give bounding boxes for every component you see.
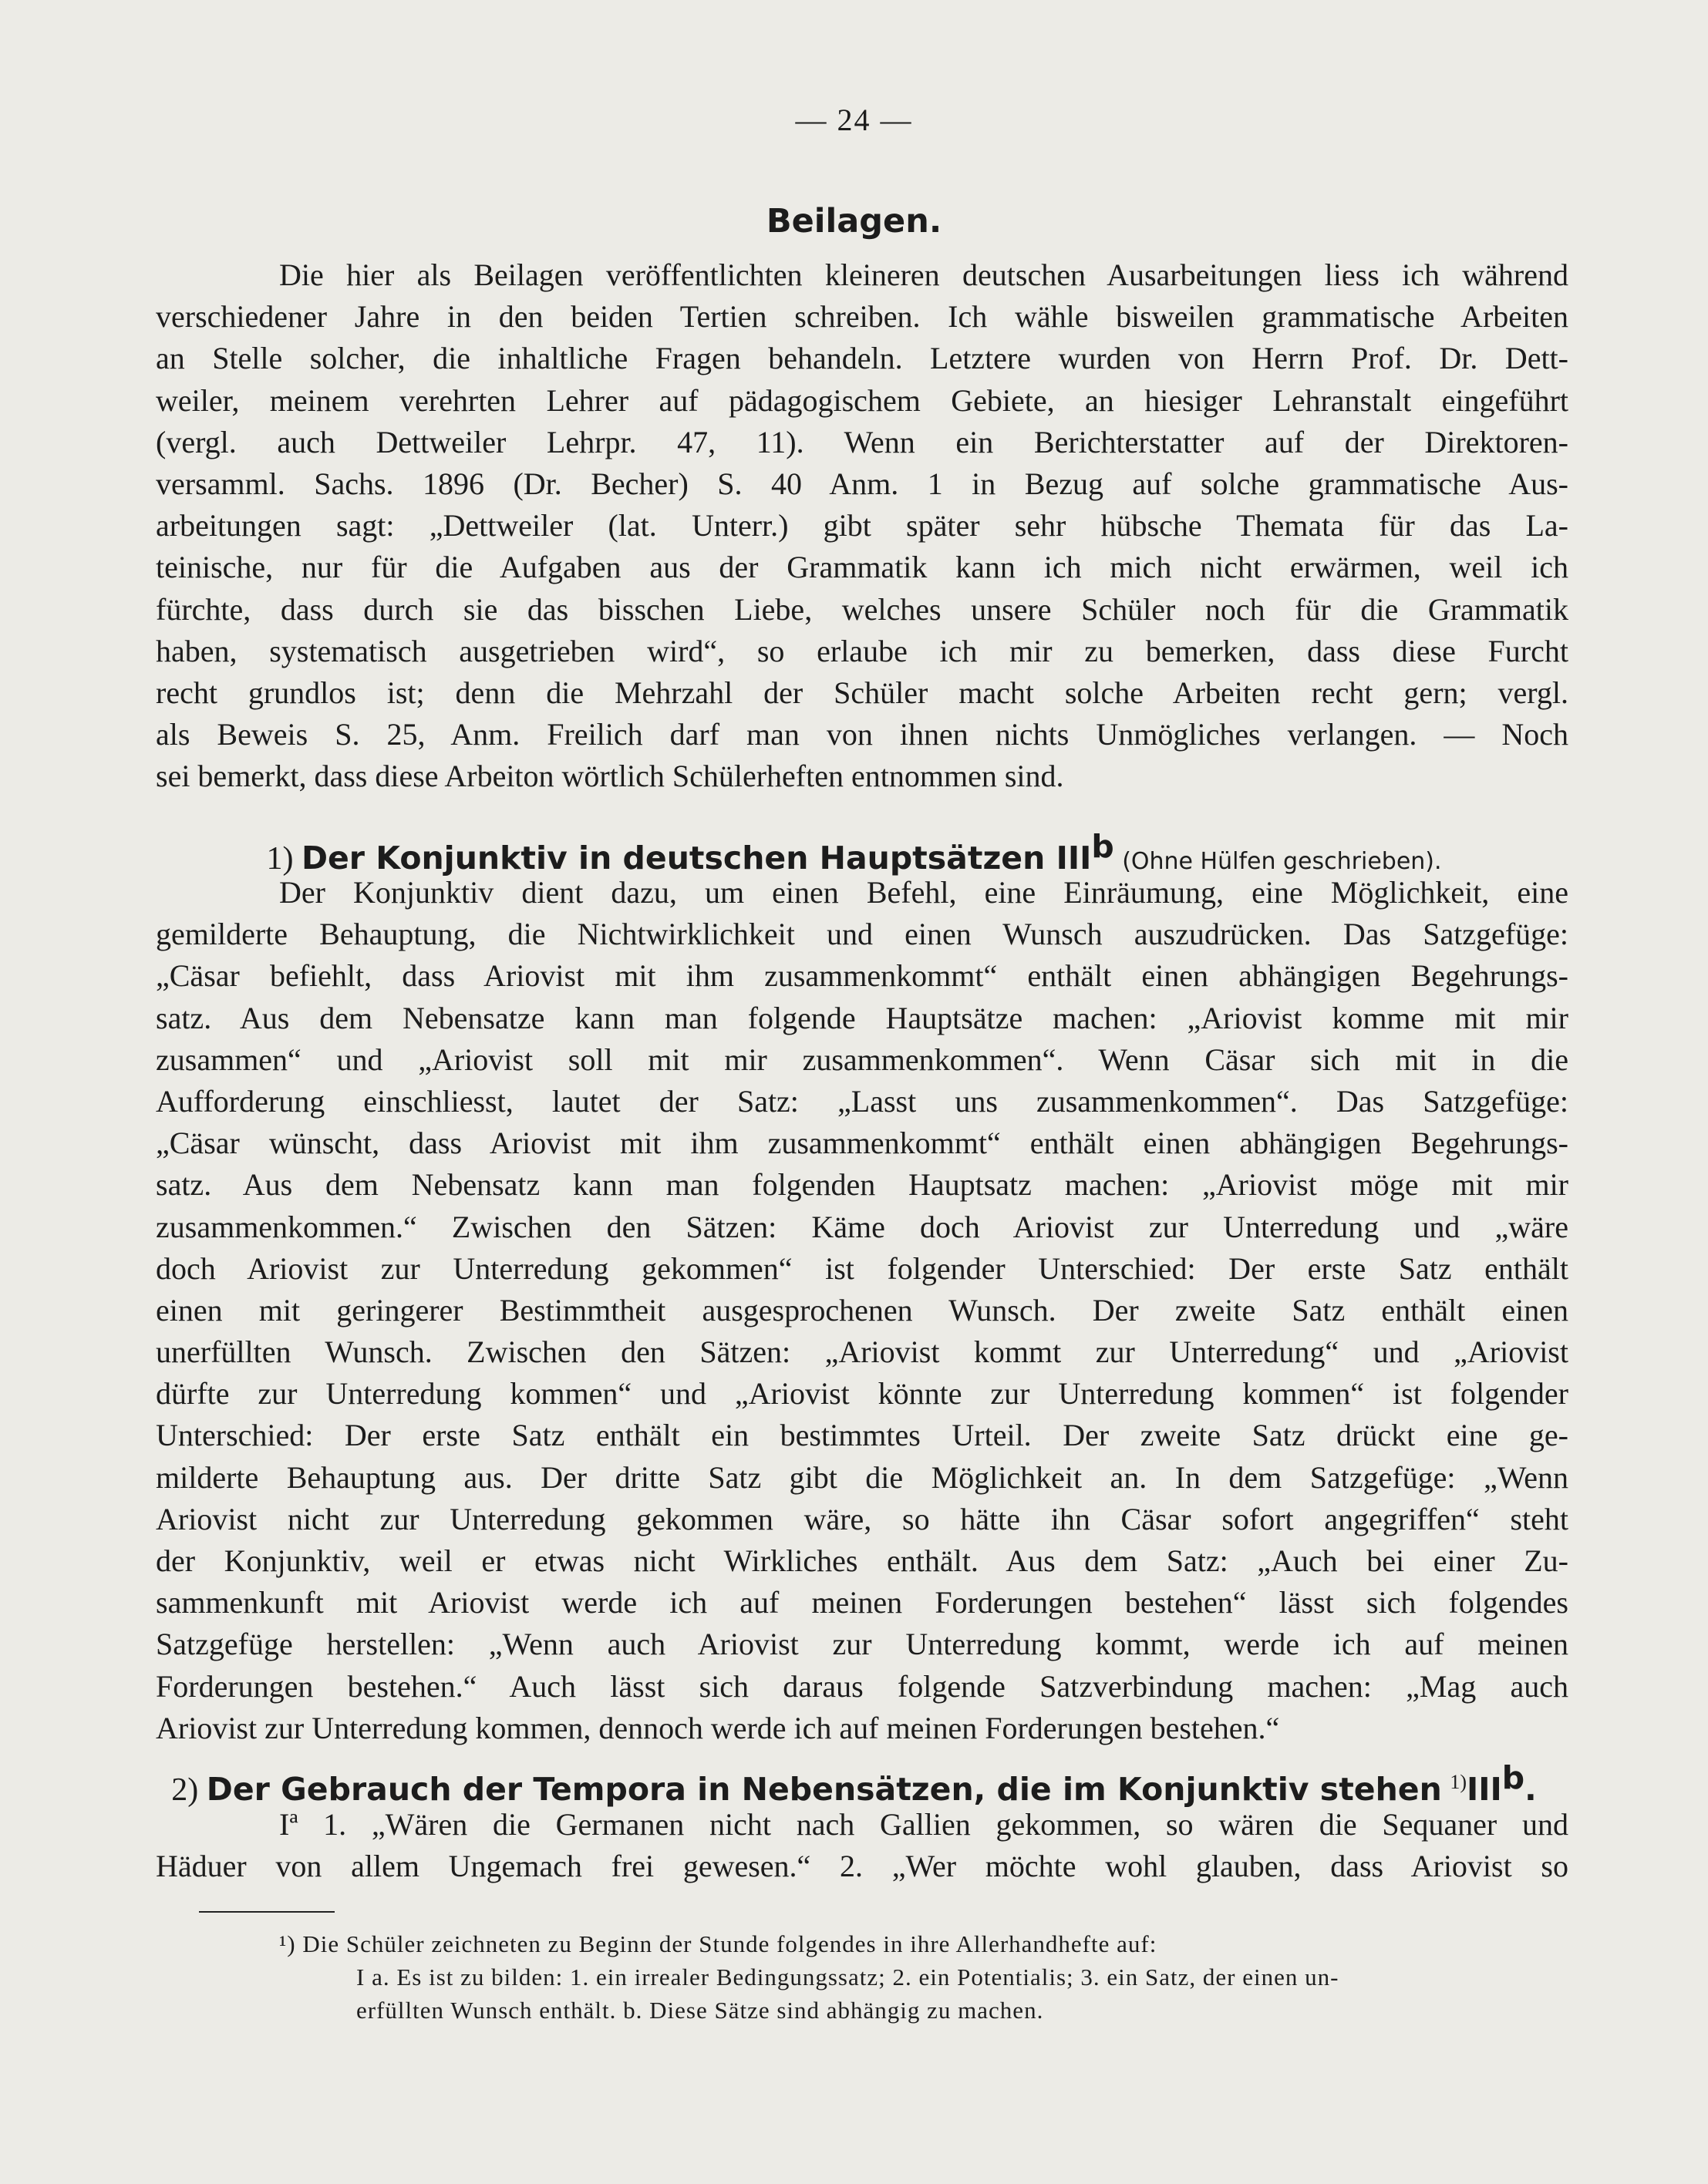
footnote-line: ¹) Die Schüler zeichneten zu Beginn der Stunde folgendes in ihre Allerhandhefte auf: — [279, 1930, 1157, 1957]
section-1-line: Unterschied: Der erste Satz enthält ein bestimmtes Urteil. Der zweite Satz drückt eine ge- — [156, 1418, 1568, 1453]
section-1-line: Satzgefüge herstellen: „Wenn auch Ariovist zur Unterredung kommt, werde ich auf meinen — [156, 1627, 1568, 1662]
section-1-line: satz. Aus dem Nebensatze kann man folgende Hauptsätze machen: „Ariovist komme mit mir — [156, 1000, 1568, 1035]
section-1-title: Der Konjunktiv in deutschen Hauptsätzen III — [301, 840, 1092, 877]
section-2-line: Häduer von allem Ungemach frei gewesen.“ 2. „Wer möchte wohl glauben, dass Ariovist so — [156, 1849, 1568, 1884]
intro-line: haben, systematisch ausgetrieben wird“, so erlaube ich mir zu bemerken, dass diese Furcht — [156, 633, 1568, 668]
section-1-line: sammenkunft mit Ariovist werde ich auf meinen Forderungen bestehen“ lässt sich folgendes — [156, 1585, 1568, 1620]
intro-line: arbeitungen sagt: „Dettweiler (lat. Unterr.) gibt später sehr hübsche Themata für das La- — [156, 508, 1568, 543]
section-2-line: Iª 1. „Wären die Germanen nicht nach Gallien gekommen, so wären die Sequaner und — [279, 1807, 1568, 1842]
page-title: Beilagen. — [766, 202, 942, 241]
intro-line: fürchte, dass durch sie das bisschen Liebe, welches unsere Schüler noch für die Grammatik — [156, 591, 1568, 627]
section-1-heading — [0, 828, 1708, 877]
section-1-line: einen mit geringerer Bestimmtheit ausgesprochenen Wunsch. Der zweite Satz enthält einen — [156, 1292, 1568, 1328]
section-1-line: satz. Aus dem Nebensatz kann man folgenden Hauptsatz machen: „Ariovist möge mit mir — [156, 1167, 1568, 1203]
footnote-line: erfüllten Wunsch enthält. b. Diese Sätze sind abhängig zu machen. — [356, 1997, 1044, 2024]
intro-line: teinische, nur für die Aufgaben aus der Grammatik kann ich mich nicht erwärmen, weil ich — [156, 550, 1568, 585]
section-1-number: 1) — [266, 841, 294, 877]
section-1-line: Forderungen bestehen.“ Auch lässt sich daraus folgende Satzverbindung machen: „Mag auch — [156, 1668, 1568, 1704]
intro-line: an Stelle solcher, die inhaltliche Fragen behandeln. Letztere wurden von Herrn Prof. Dr. Dett- — [156, 341, 1568, 376]
intro-paragraph — [156, 254, 1568, 797]
intro-line: (vergl. auch Dettweiler Lehrpr. 47, 11). Wenn ein Berichterstatter auf der Direktoren- — [156, 424, 1568, 459]
section-1-line: „Cäsar wünscht, dass Ariovist mit ihm zusammenkommt“ enthält einen abhängigen Begehrungs- — [156, 1126, 1568, 1161]
section-2-tail: III — [1466, 1771, 1502, 1808]
section-1-sup: b — [1091, 828, 1114, 865]
intro-line: verschiedener Jahre in den beiden Tertien schreiben. Ich wähle bisweilen grammatische Arbeiten — [156, 299, 1568, 335]
section-1-line: Der Konjunktiv dient dazu, um einen Befehl, eine Einräumung, eine Möglichkeit, eine — [279, 875, 1568, 910]
section-1-paragraph — [156, 872, 1568, 1749]
section-1-line: Aufforderung einschliesst, lautet der Satz: „Lasst uns zusammenkommen“. Das Satzgefüge: — [156, 1083, 1568, 1119]
section-2-end: . — [1524, 1771, 1537, 1808]
footnote-line: I a. Es ist zu bilden: 1. ein irrealer Bedingungssatz; 2. ein Potentialis; 3. ein Satz, der einen un- — [356, 1964, 1339, 1991]
section-1-line: zusammenkommen.“ Zwischen den Sätzen: Käme doch Ariovist zur Unterredung und „wäre — [156, 1209, 1568, 1244]
intro-line: versamml. Sachs. 1896 (Dr. Becher) S. 40 Anm. 1 in Bezug auf solche grammatische Aus- — [156, 466, 1568, 501]
section-2-paragraph — [156, 1804, 1568, 1887]
section-2-sup: b — [1501, 1759, 1525, 1796]
intro-line: sei bemerkt, dass diese Arbeiton wörtlich Schülerheften entnommen sind. — [156, 759, 1064, 794]
intro-line: Die hier als Beilagen veröffentlichten kleineren deutschen Ausarbeitungen liess ich während — [279, 257, 1568, 292]
section-1-line: der Konjunktiv, weil er etwas nicht Wirkliches enthält. Aus dem Satz: „Auch bei einer Zu- — [156, 1543, 1568, 1578]
intro-line: als Beweis S. 25, Anm. Freilich darf man von ihnen nichts Unmögliches verlangen. — Noch — [156, 717, 1568, 752]
footnotes — [156, 1927, 1568, 2027]
section-1-line: Ariovist nicht zur Unterredung gekommen wäre, so hätte ihn Cäsar sofort angegriffen“ steht — [156, 1501, 1568, 1536]
section-2-heading — [0, 1759, 1708, 1809]
section-1-line: doch Ariovist zur Unterredung gekommen“ ist folgender Unterschied: Der erste Satz enthält — [156, 1250, 1568, 1286]
section-1-line: milderte Behauptung aus. Der dritte Satz gibt die Möglichkeit an. In dem Satzgefüge: „Wenn — [156, 1459, 1568, 1495]
section-2-title: Der Gebrauch der Tempora in Nebensätzen, die im Konjunktiv stehen — [206, 1771, 1442, 1808]
section-1-line: unerfüllten Wunsch. Zwischen den Sätzen: „Ariovist kommt zur Unterredung“ und „Ariovist — [156, 1334, 1568, 1370]
page-number: — 24 — — [795, 103, 913, 137]
section-1-line: zusammen“ und „Ariovist soll mit mir zusammenkommen“. Wenn Cäsar sich mit in die — [156, 1042, 1568, 1077]
section-1-line: Ariovist zur Unterredung kommen, dennoch werde ich auf meinen Forderungen bestehen.“ — [156, 1710, 1280, 1745]
section-2-footnote-mark: 1) — [1450, 1771, 1467, 1793]
footnote-rule — [199, 1911, 335, 1913]
section-1-line: dürfte zur Unterredung kommen“ und „Ariovist könnte zur Unterredung kommen“ ist folgender — [156, 1376, 1568, 1412]
intro-line: recht grundlos ist; denn die Mehrzahl der Schüler macht solche Arbeiten recht gern; vergl. — [156, 675, 1568, 710]
section-1-line: „Cäsar befiehlt, dass Ariovist mit ihm zusammenkommt“ enthält einen abhängigen Begehrungs- — [156, 958, 1568, 994]
intro-line: weiler, meinem verehrten Lehrer auf pädagogischem Gebiete, an hiesiger Lehranstalt eingeführt — [156, 382, 1568, 418]
section-1-line: gemilderte Behauptung, die Nichtwirklichkeit und einen Wunsch auszudrücken. Das Satzgefüge: — [156, 917, 1568, 952]
section-1-note: (Ohne Hülfen geschrieben). — [1122, 848, 1442, 875]
section-2-number: 2) — [171, 1772, 199, 1808]
